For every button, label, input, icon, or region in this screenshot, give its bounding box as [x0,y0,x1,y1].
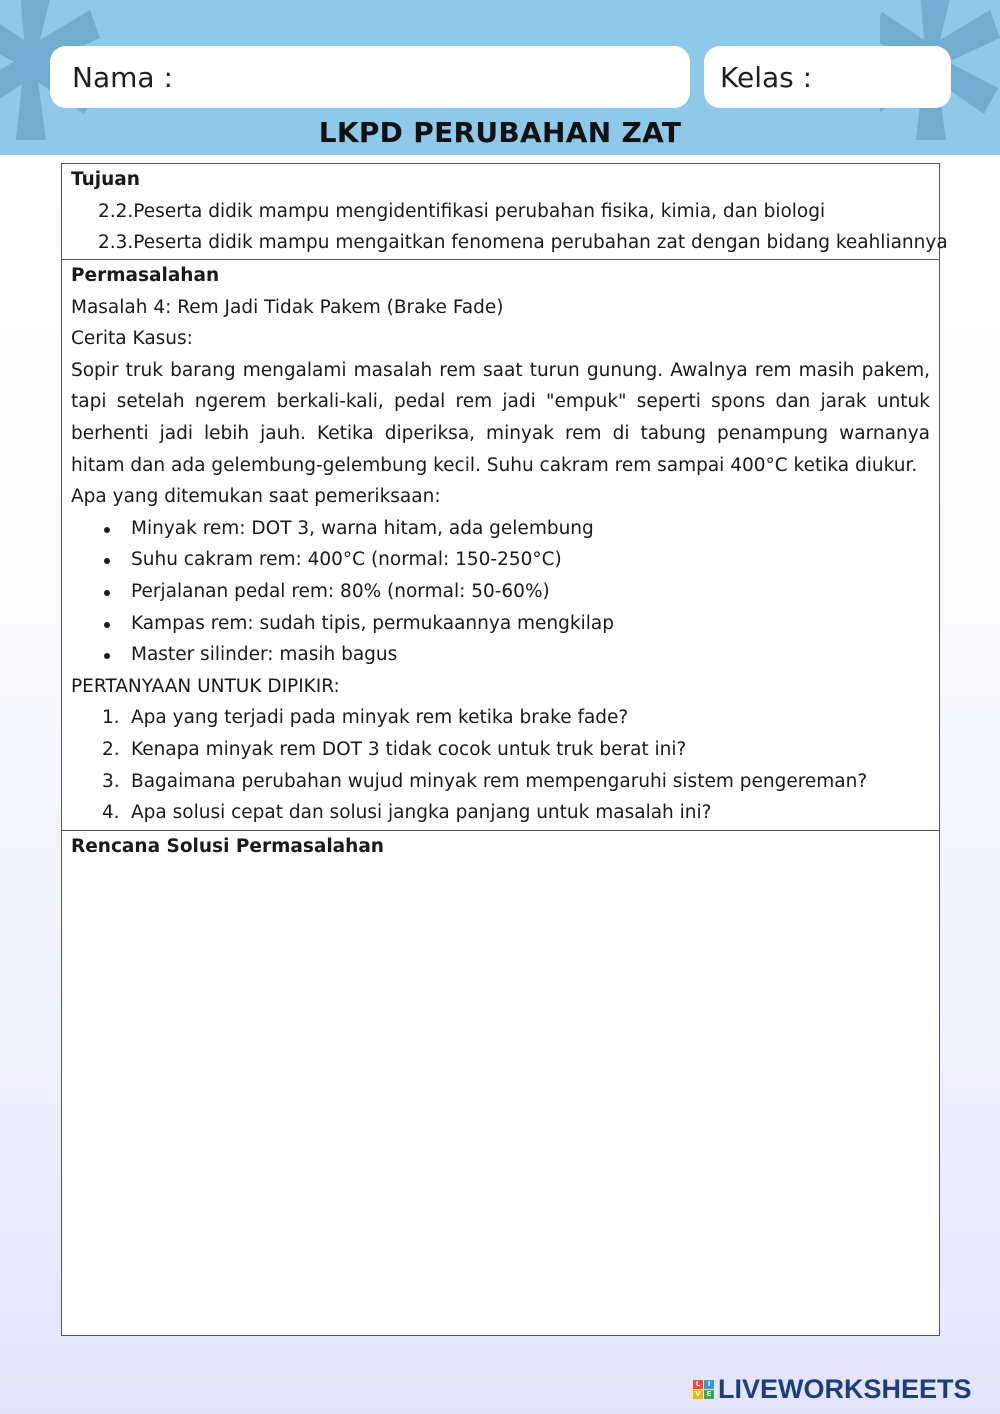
kelas-label: Kelas : [720,60,813,94]
list-item: Suhu cakram rem: 400°C (normal: 150-250°C) [71,544,930,576]
pertanyaan-label: PERTANYAAN UNTUK DIPIKIR: [71,675,340,697]
kelas-field[interactable] [704,46,951,108]
bullet-icon [104,590,110,596]
tujuan-heading: Tujuan [71,169,140,190]
list-item: Minyak rem: DOT 3, warna hitam, ada gelembung [71,513,930,545]
bullet-icon [104,527,110,533]
list-item: 4. Apa solusi cepat dan solusi jangka panjang untuk masalah ini? [102,802,712,824]
temuan-list [71,513,930,671]
permasalahan-heading: Permasalahan [71,265,220,286]
tujuan-item: 2.3.Peserta didik mampu mengaitkan fenomena perubahan zat dengan bidang keahliannya [98,232,948,254]
bullet-icon [104,653,110,659]
list-item: 3. Bagaimana perubahan wujud minyak rem mempengaruhi sistem pengereman? [102,770,868,792]
worksheet-table [61,163,948,1336]
cerita-paragraph: Sopir truk barang mengalami masalah rem saat turun gunung. Awalnya rem masih pakem, tapi setelah ngerem berkali-kali, pedal rem jadi "empuk" seperti spons dan jarak untuk berhenti jadi lebih jauh. Ketika diperiksa, minyak rem di tabung penampung warnanya hitam dan ada gelembung-gelembung kecil. Suhu cakram rem sampai 400°C ketika diukur. [71,359,930,476]
tujuan-item: 2.2.Peserta didik mampu mengidentifikasi perubahan fisika, kimia, dan biologi [98,200,826,222]
list-item: 1. Apa yang terjadi pada minyak rem ketika brake fade? [102,707,629,729]
nama-label: Nama : [72,60,173,94]
bullet-icon [104,558,110,564]
masalah-title: Masalah 4: Rem Jadi Tidak Pakem (Brake Fade) [71,296,504,318]
list-item: Master silinder: masih bagus [71,639,930,671]
list-item: Kampas rem: sudah tipis, permukaannya mengkilap [71,608,930,640]
page-title: LKPD PERUBAHAN ZAT [318,116,682,149]
pertanyaan-list [71,702,930,828]
permasalahan-section [62,260,939,831]
liveworksheets-logo [693,1374,972,1404]
header-banner [0,0,1000,155]
list-item: Perjalanan pedal rem: 80% (normal: 50-60%) [71,576,930,608]
logo-text: LIVEWORKSHEETS [718,1373,972,1404]
temuan-label: Apa yang ditemukan saat pemeriksaan: [71,486,441,508]
solusi-section[interactable] [62,831,939,1335]
solusi-heading: Rencana Solusi Permasalahan [71,836,384,857]
tujuan-section [62,164,948,260]
list-item: 2. Kenapa minyak rem DOT 3 tidak cocok untuk truk berat ini? [102,738,687,760]
cerita-label: Cerita Kasus: [71,328,193,350]
liveworksheets-icon: L I V E [693,1380,714,1399]
nama-field[interactable] [50,46,690,108]
bullet-icon [104,622,110,628]
